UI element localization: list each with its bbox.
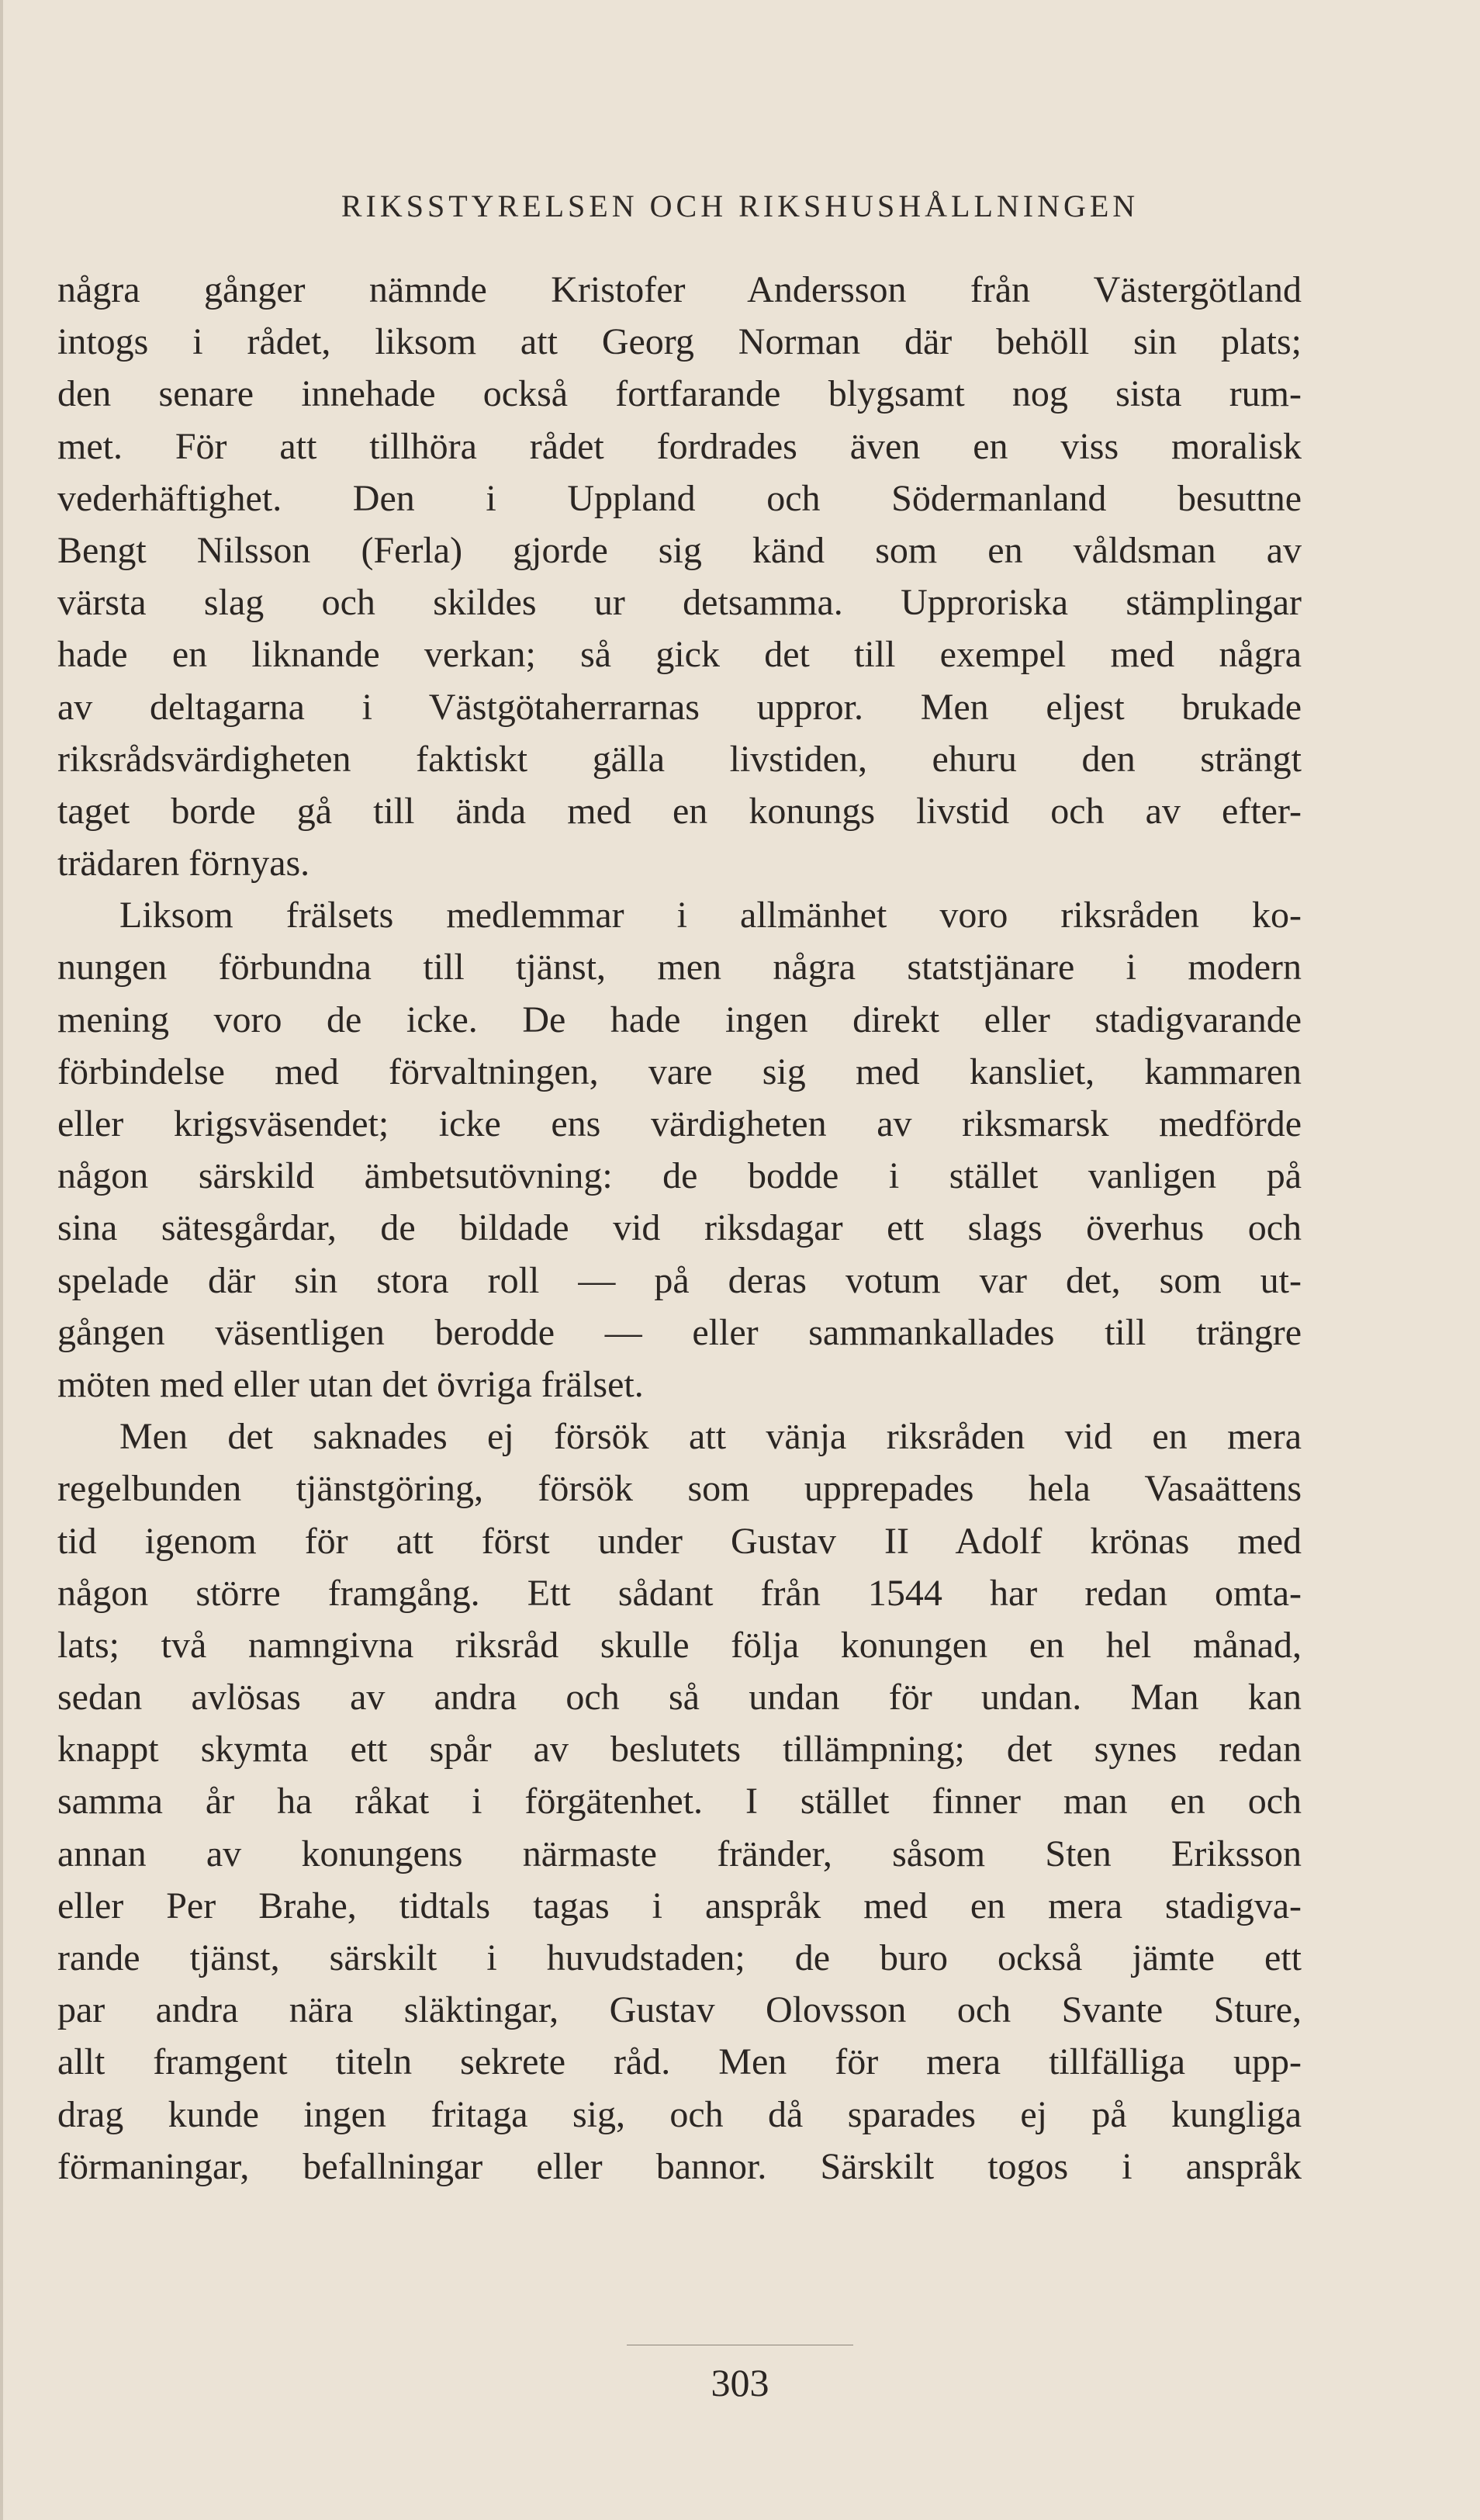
text-line: eller Per Brahe, tidtals tagas i anspråk med en mera stadigva-: [57, 1885, 1302, 1926]
text-line: möten med eller utan det övriga frälset.: [57, 1363, 644, 1405]
text-line: mening voro de icke. De hade ingen direkt eller stadigvarande: [57, 999, 1302, 1040]
text-line: gången väsentligen berodde — eller sammankallades till trängre: [57, 1311, 1302, 1353]
running-head: RIKSSTYRELSEN OCH RIKSHUSHÅLLNINGEN: [341, 189, 1139, 223]
text-line: Bengt Nilsson (Ferla) gjorde sig känd som en våldsman av: [57, 529, 1302, 571]
text-line: annan av konungens närmaste fränder, såsom Sten Eriksson: [57, 1833, 1302, 1874]
text-line: hade en liknande verkan; så gick det till exempel med några: [57, 634, 1302, 676]
text-line: regelbunden tjänstgöring, försök som upprepades hela Vasaättens: [57, 1468, 1302, 1510]
text-line: förmaningar, befallningar eller bannor. Särskilt togos i anspråk: [57, 2145, 1302, 2187]
text-line: förbindelse med förvaltningen, vare sig med kansliet, kammaren: [57, 1051, 1302, 1092]
text-line: spelade där sin stora roll — på deras votum var det, som ut-: [57, 1259, 1302, 1301]
text-line: någon större framgång. Ett sådant från 1544 har redan omta-: [57, 1572, 1302, 1614]
page-edge: [0, 0, 3, 2520]
text-line: värsta slag och skildes ur detsamma. Upproriska stämplingar: [57, 582, 1302, 624]
text-line: trädaren förnyas.: [57, 843, 310, 884]
text-line: Men det saknades ej försök att vänja riksråden vid en mera: [119, 1416, 1302, 1458]
text-line: samma år ha råkat i förgätenhet. I stället finner man en och: [57, 1781, 1302, 1822]
text-line: taget borde gå till ända med en konungs livstid och av efter-: [57, 790, 1302, 832]
text-line: drag kunde ingen fritaga sig, och då sparades ej på kungliga: [57, 2093, 1302, 2135]
text-line: nungen förbundna till tjänst, men några statstjänare i modern: [57, 947, 1302, 988]
text-line: par andra nära släktingar, Gustav Olovsson och Svante Sture,: [57, 1989, 1302, 2031]
text-line: vederhäftighet. Den i Uppland och Södermanland besuttne: [57, 477, 1302, 519]
body-text: [57, 264, 1302, 2193]
text-line: knappt skymta ett spår av beslutets tillämpning; det synes redan: [57, 1729, 1302, 1771]
text-line: rande tjänst, särskilt i huvudstaden; de buro också jämte ett: [57, 1937, 1302, 1978]
text-line: met. För att tillhöra rådet fordrades även en viss moralisk: [57, 425, 1302, 467]
text-line: intogs i rådet, liksom att Georg Norman där behöll sin plats;: [57, 321, 1302, 363]
text-line: eller krigsväsendet; icke ens värdigheten av riksmarsk medförde: [57, 1103, 1302, 1144]
text-line: någon särskild ämbetsutövning: de bodde i stället vanligen på: [57, 1155, 1302, 1197]
text-line: tid igenom för att först under Gustav II Adolf krönas med: [57, 1520, 1302, 1562]
text-line: riksrådsvärdigheten faktiskt gälla livstiden, ehuru den strängt: [57, 738, 1302, 780]
text-line: allt framgent titeln sekrete råd. Men för mera tillfälliga upp-: [57, 2041, 1302, 2083]
text-line: sina sätesgårdar, de bildade vid riksdagar ett slags överhus och: [57, 1207, 1302, 1249]
text-line: sedan avlösas av andra och så undan för undan. Man kan: [57, 1677, 1302, 1719]
text-line: den senare innehade också fortfarande blygsamt nog sista rum-: [57, 373, 1302, 415]
text-line: lats; två namngivna riksråd skulle följa konungen en hel månad,: [57, 1624, 1302, 1666]
text-line: Liksom frälsets medlemmar i allmänhet voro riksråden ko-: [119, 895, 1302, 936]
text-line: av deltagarna i Västgötaherrarnas uppror. Men eljest brukade: [57, 686, 1302, 728]
text-line: några gånger nämnde Kristofer Andersson från Västergötland: [57, 269, 1302, 310]
page-number: 303: [711, 2361, 769, 2404]
